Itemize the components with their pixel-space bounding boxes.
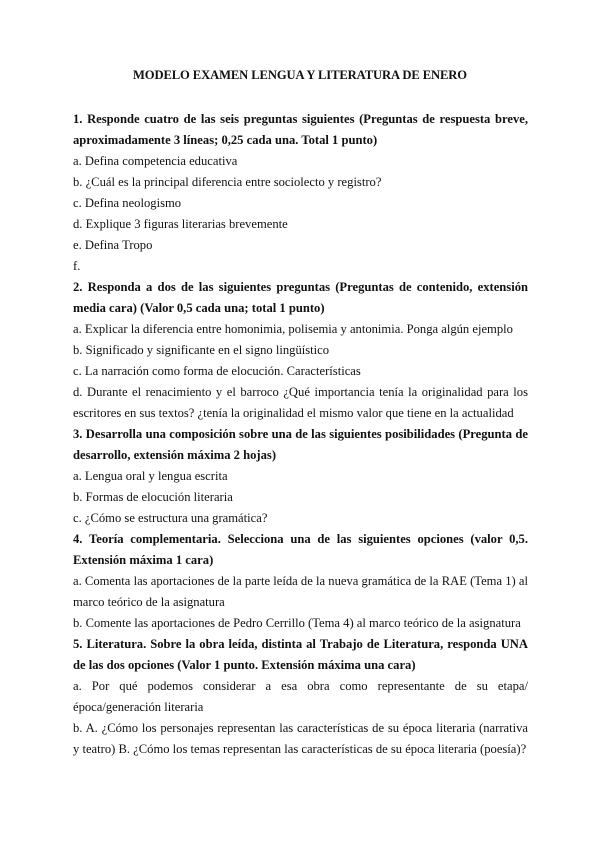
question-heading-1: 1. Responde cuatro de las seis preguntas siguientes (Preguntas de respuesta breve, aproximadamente 3 líneas; 0,25 cada una. Total 1 punto) [73,112,528,147]
question-3-option-a: a. Lengua oral y lengua escrita [73,469,228,483]
question-5-option-a: a. Por qué podemos considerar a esa obra como representante de su etapa/época/generación literaria [73,679,528,714]
document-body [73,109,528,760]
question-heading-3: 3. Desarrolla una composición sobre una de las siguientes posibilidades (Pregunta de desarrollo, extensión máxima 2 hojas) [73,427,528,462]
question-1-option-a: a. Defina competencia educativa [73,154,238,168]
question-2-option-d: d. Durante el renacimiento y el barroco ¿Qué importancia tenía la originalidad para los escritores en sus textos? ¿tenía la originalidad el mismo valor que tiene en la actualidad [73,385,528,420]
question-1-option-c: c. Defina neologismo [73,196,182,210]
question-3-option-b: b. Formas de elocución literaria [73,490,233,504]
question-1-option-e: e. Defina Tropo [73,238,153,252]
question-4-option-b: b. Comente las aportaciones de Pedro Cerrillo (Tema 4) al marco teórico de la asignatura [73,616,521,630]
question-3-option-c: c. ¿Cómo se estructura una gramática? [73,511,268,525]
page-title: MODELO EXAMEN LENGUA Y LITERATURA DE ENERO [132,68,467,82]
question-2-option-a: a. Explicar la diferencia entre homonimia, polisemia y antonimia. Ponga algún ejemplo [73,322,513,336]
question-1-option-f: f. [73,259,81,273]
question-5-option-b: b. A. ¿Cómo los personajes representan las características de su época literaria (narrativa y teatro) B. ¿Cómo los temas representan las características de su época literaria (poesía)? [73,721,528,756]
question-heading-2: 2. Responda a dos de las siguientes preguntas (Preguntas de contenido, extensión media cara) (Valor 0,5 cada una; total 1 punto) [73,280,528,315]
question-heading-4: 4. Teoría complementaria. Selecciona una de las siguientes opciones (valor 0,5. Extensión máxima 1 cara) [73,532,528,567]
question-1-option-b: b. ¿Cuál es la principal diferencia entre sociolecto y registro? [73,175,382,189]
question-2-option-b: b. Significado y significante en el signo lingüístico [73,343,330,357]
question-4-option-a: a. Comenta las aportaciones de la parte leída de la nueva gramática de la RAE (Tema 1) al marco teórico de la asignatura [73,574,528,609]
question-2-option-c: c. La narración como forma de elocución. Características [73,364,361,378]
question-1-option-d: d. Explique 3 figuras literarias brevemente [73,217,288,231]
question-heading-5: 5. Literatura. Sobre la obra leída, distinta al Trabajo de Literatura, responda UNA de las dos opciones (Valor 1 punto. Extensión máxima una cara) [73,637,528,672]
